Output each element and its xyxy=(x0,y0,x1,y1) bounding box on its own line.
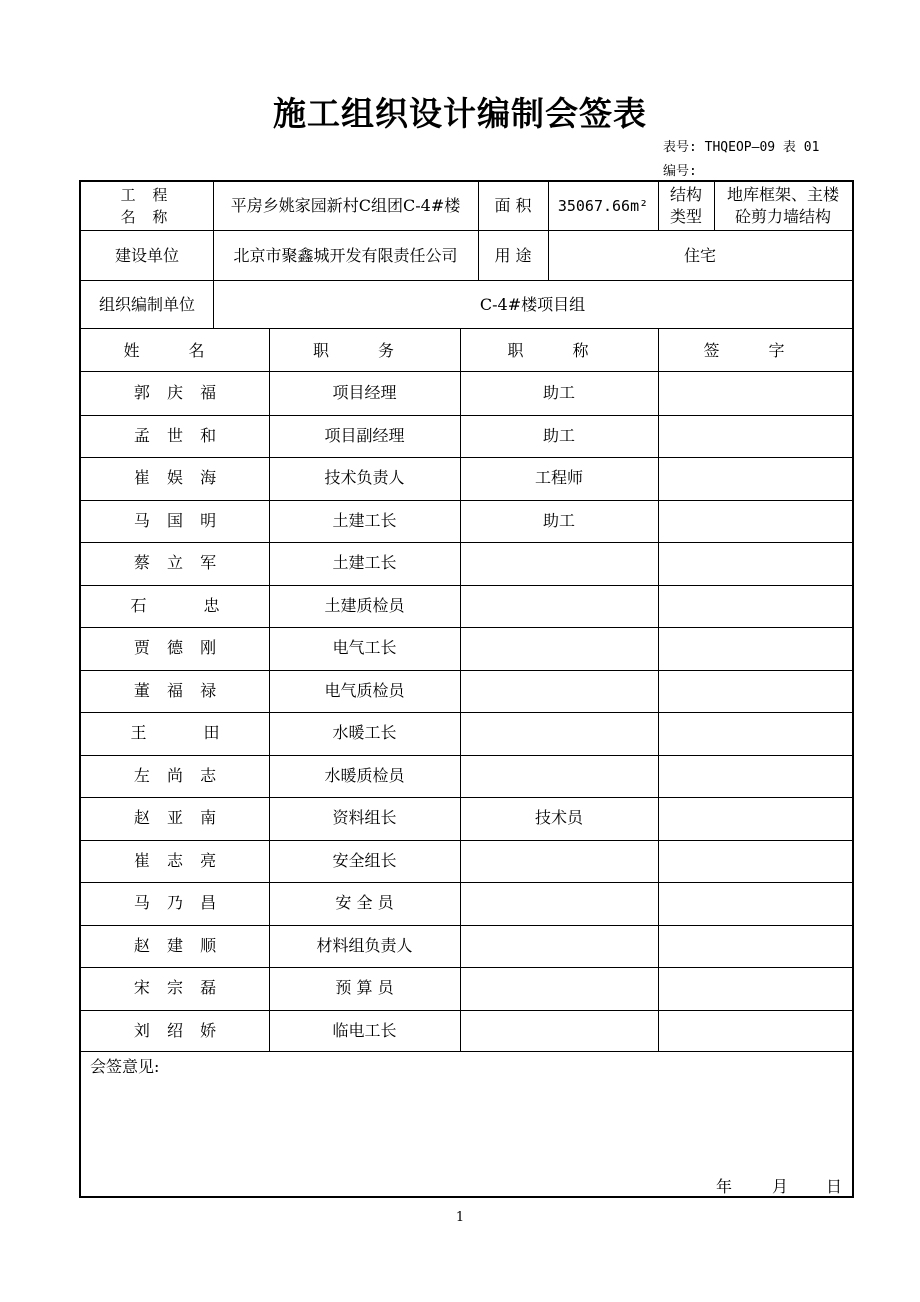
row-title xyxy=(460,712,658,755)
date-day: 日 xyxy=(826,1177,843,1196)
usage-label: 用 途 xyxy=(494,245,532,265)
row-signature xyxy=(658,372,852,415)
row-title: 技术员 xyxy=(534,808,583,828)
row-duty: 安全组长 xyxy=(332,850,397,870)
area-value: 35067.66m² xyxy=(557,197,649,215)
org-unit-value: C-4#楼项目组 xyxy=(479,295,586,314)
row-duty: 土建工长 xyxy=(332,510,397,530)
row-duty: 水暖质检员 xyxy=(324,765,405,785)
row-name: 宋 宗 磊 xyxy=(133,978,223,998)
org-unit-label: 组织编制单位 xyxy=(98,295,195,314)
row-signature xyxy=(658,542,852,585)
row-name: 崔 志 亮 xyxy=(133,850,223,870)
project-name-value: 平房乡姚家园新村C组团C-4#楼 xyxy=(230,196,461,215)
project-name-label: 工 程 名 称 xyxy=(120,186,174,226)
row-duty: 资料组长 xyxy=(332,808,397,828)
row-signature xyxy=(658,627,852,670)
row-name: 贾 德 刚 xyxy=(133,638,223,658)
row-title: 助工 xyxy=(542,510,575,530)
row-title: 工程师 xyxy=(534,468,583,488)
row-duty: 项目经理 xyxy=(332,383,397,403)
builder-value: 北京市聚鑫城开发有限责任公司 xyxy=(233,245,458,265)
header-name: 姓 名 xyxy=(123,340,227,360)
row-duty: 材料组负责人 xyxy=(316,935,413,955)
date-year: 年 xyxy=(716,1177,733,1196)
row-name: 赵 建 顺 xyxy=(133,935,223,955)
header-signature: 签 字 xyxy=(703,340,807,360)
row-duty: 项目副经理 xyxy=(324,425,405,445)
row-title: 助工 xyxy=(542,425,575,445)
page-number: 1 xyxy=(455,1210,465,1225)
row-title xyxy=(460,542,658,585)
row-signature xyxy=(658,670,852,713)
row-name: 董 福 禄 xyxy=(133,680,223,700)
row-name: 赵 亚 南 xyxy=(133,808,223,828)
form-number: 表号: THQEOP—09 表 01 xyxy=(663,140,820,155)
row-name: 孟 世 和 xyxy=(133,425,223,445)
row-signature xyxy=(658,967,852,1010)
row-signature xyxy=(658,797,852,840)
row-signature xyxy=(658,712,852,755)
serial-number: 编号: xyxy=(663,164,697,179)
row-signature xyxy=(658,415,852,458)
row-signature xyxy=(658,882,852,925)
row-duty: 水暖工长 xyxy=(332,723,397,743)
row-name: 左 尚 志 xyxy=(133,765,223,785)
row-signature xyxy=(658,457,852,500)
row-signature xyxy=(658,585,852,628)
row-signature xyxy=(658,1010,852,1053)
row-name: 王 田 xyxy=(130,723,246,743)
row-name: 崔 娱 海 xyxy=(133,468,223,488)
header-duty: 职 务 xyxy=(312,340,417,360)
row-duty: 土建工长 xyxy=(332,553,397,573)
usage-value: 住宅 xyxy=(683,245,716,265)
date-month: 月 xyxy=(772,1177,789,1196)
page-title: 施工组织设计编制会签表 xyxy=(273,94,647,133)
row-title xyxy=(460,882,658,925)
row-duty: 土建质检员 xyxy=(324,595,405,615)
row-duty: 预 算 员 xyxy=(335,978,394,998)
row-title xyxy=(460,585,658,628)
builder-label: 建设单位 xyxy=(114,245,179,265)
row-duty: 安 全 员 xyxy=(335,893,394,913)
row-title xyxy=(460,627,658,670)
row-signature xyxy=(658,840,852,883)
row-duty: 临电工长 xyxy=(332,1020,397,1040)
row-title xyxy=(460,670,658,713)
row-name: 蔡 立 军 xyxy=(133,553,223,573)
structure-type-label: 结构 类型 xyxy=(669,185,702,226)
row-title: 助工 xyxy=(542,383,575,403)
opinion-label: 会签意见: xyxy=(90,1057,160,1076)
row-duty: 技术负责人 xyxy=(324,468,405,488)
header-title: 职 称 xyxy=(507,340,611,360)
row-signature xyxy=(658,500,852,543)
row-title xyxy=(460,1010,658,1053)
row-title xyxy=(460,925,658,968)
row-name: 郭 庆 福 xyxy=(133,383,223,403)
row-title xyxy=(460,840,658,883)
structure-type-value: 地库框架、主楼 砼剪力墙结构 xyxy=(726,185,839,226)
row-duty: 电气质检员 xyxy=(324,680,405,700)
row-title xyxy=(460,755,658,798)
row-name: 马 国 明 xyxy=(133,510,223,530)
row-signature xyxy=(658,755,852,798)
row-name: 刘 绍 娇 xyxy=(133,1020,223,1040)
row-name: 马 乃 昌 xyxy=(133,893,223,913)
row-title xyxy=(460,967,658,1010)
row-name: 石 忠 xyxy=(130,595,246,615)
row-signature xyxy=(658,925,852,968)
area-label: 面 积 xyxy=(494,196,532,215)
row-duty: 电气工长 xyxy=(332,638,397,658)
